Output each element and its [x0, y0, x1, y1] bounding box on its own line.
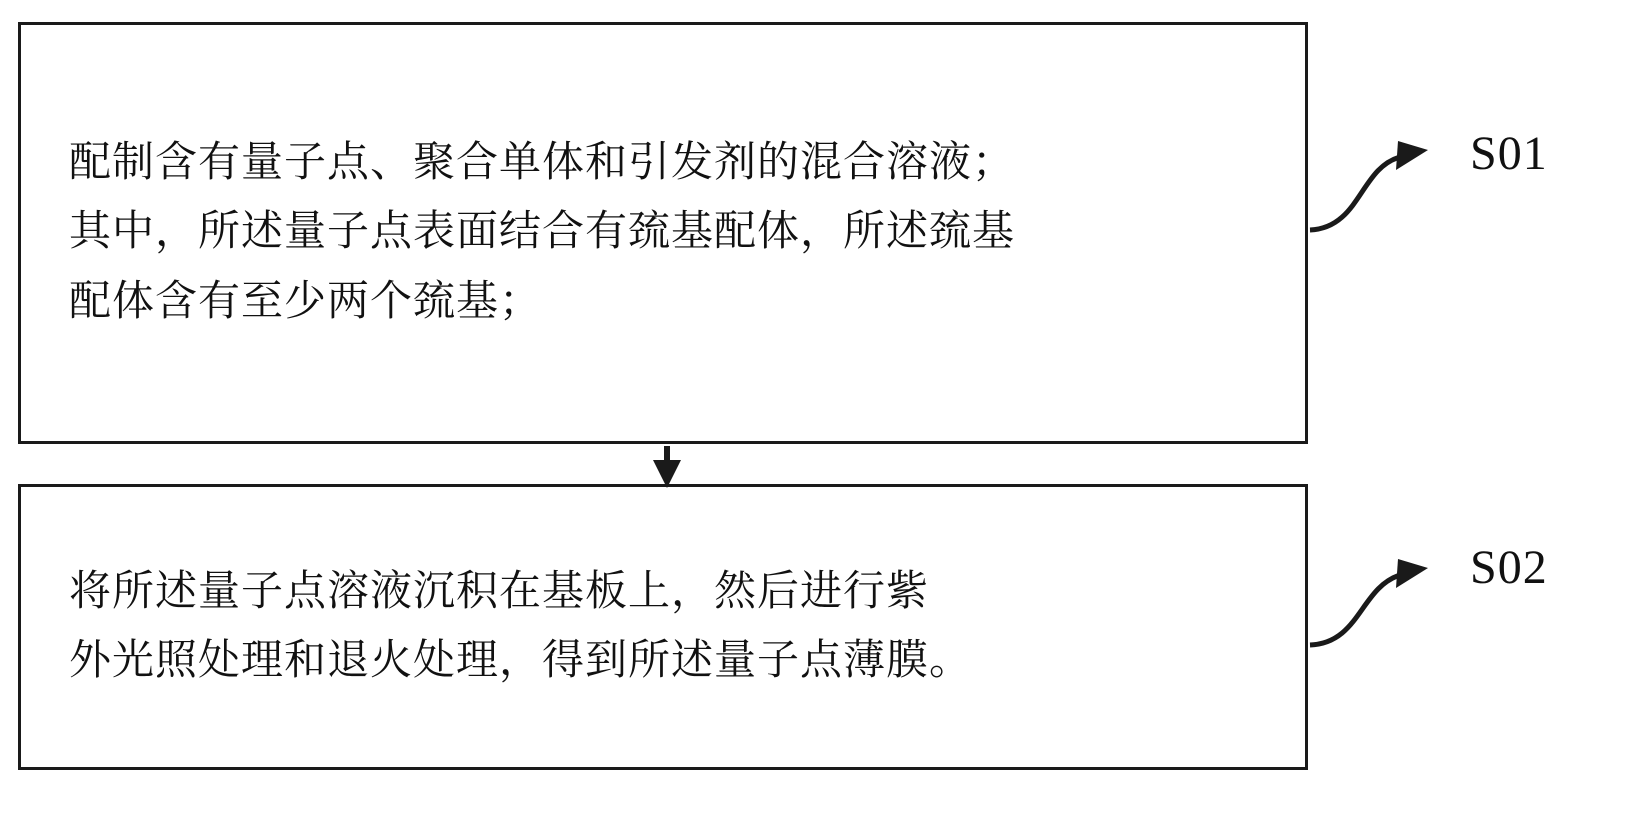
- step-label-s01: S01: [1470, 127, 1548, 180]
- step-s01-line-1: 配制含有量子点、聚合单体和引发剂的混合溶液；: [69, 140, 1016, 187]
- step-s02-line-1: 将所述量子点溶液沉积在基板上，然后进行紫: [69, 568, 930, 615]
- step-box-s02: [18, 484, 1308, 770]
- step-s01-line-2: 其中，所述量子点表面结合有巯基配体，所述巯基: [69, 209, 1016, 256]
- step-s01-line-3: 配体含有至少两个巯基；: [69, 278, 543, 325]
- step-label-s02: S02: [1470, 541, 1548, 594]
- connector-s01-to-s02-arrow-icon: [653, 446, 681, 488]
- connector-s02-label-arrow-icon: [1310, 559, 1428, 645]
- connector-s01-label-arrow-icon: [1310, 141, 1428, 230]
- step-s02-line-2: 外光照处理和退火处理，得到所述量子点薄膜。: [69, 638, 973, 684]
- step-box-s01: [18, 22, 1308, 444]
